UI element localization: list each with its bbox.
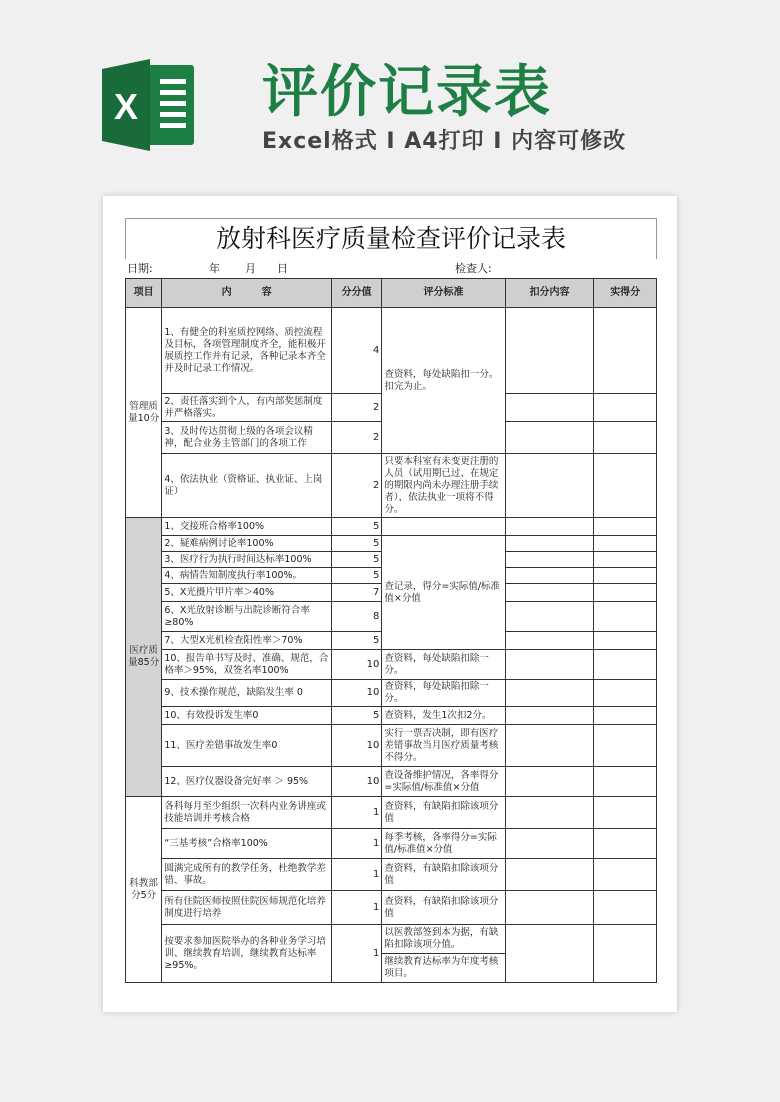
- row-content: 1、交接班合格率100%: [162, 518, 332, 536]
- table-row: [126, 308, 657, 394]
- row-content: 所有住院医师按照住院医师规范化培养制度进行培养: [162, 891, 332, 925]
- row-content: 3、医疗行为执行时间达标率100%: [162, 552, 332, 568]
- header-actual: 实得分: [594, 279, 657, 308]
- section-education: 科教部分5分: [126, 797, 162, 983]
- deduction-cell: [505, 602, 594, 632]
- deduction-cell: [505, 308, 594, 394]
- actual-cell: [594, 859, 657, 891]
- row-content: 10、报告单书写及时、准确、规范，合格率＞95%，双签名率100%: [162, 650, 332, 680]
- row-content: 按要求参加医院举办的各种业务学习培训、继续教育培训，继续教育达标率≥95%。: [162, 925, 332, 983]
- actual-cell: [594, 725, 657, 767]
- row-score: 10: [331, 650, 381, 680]
- excel-logo-icon: [100, 57, 198, 153]
- actual-cell: [594, 454, 657, 518]
- row-score: 2: [331, 422, 381, 454]
- row-score: 10: [331, 767, 381, 797]
- table-row: [126, 707, 657, 725]
- criteria-cell: 查资料，每处缺陷扣除一分。: [382, 650, 505, 680]
- deduction-cell: [505, 394, 594, 422]
- deduction-cell: [505, 707, 594, 725]
- actual-cell: [594, 891, 657, 925]
- section-medical: 医疗质量85分: [126, 518, 162, 797]
- table-row: [126, 767, 657, 797]
- row-score: 2: [331, 454, 381, 518]
- deduction-cell: [505, 518, 594, 536]
- criteria-cell: 查设备维护情况，各率得分=实际值/标准值×分值: [382, 767, 505, 797]
- actual-cell: [594, 308, 657, 394]
- row-score: 2: [331, 394, 381, 422]
- date-row: [125, 258, 655, 276]
- deduction-cell: [505, 536, 594, 552]
- deduction-cell: [505, 925, 594, 983]
- header-deduction: 扣分内容: [505, 279, 594, 308]
- deduction-cell: [505, 454, 594, 518]
- actual-cell: [594, 925, 657, 983]
- header-points: 分分值: [331, 279, 381, 308]
- table-row: [126, 518, 657, 536]
- actual-cell: [594, 584, 657, 602]
- row-score: 4: [331, 308, 381, 394]
- deduction-cell: [505, 725, 594, 767]
- row-score: 5: [331, 632, 381, 650]
- criteria-part: 继续教育达标率为年度考核项目。: [384, 956, 499, 979]
- row-score: 5: [331, 536, 381, 552]
- criteria-cell: 查资料，每处缺陷扣除一分。: [382, 680, 505, 707]
- row-score: 1: [331, 797, 381, 829]
- row-content: 9、技术操作规范，缺陷发生率 0: [162, 680, 332, 707]
- deduction-cell: [505, 767, 594, 797]
- criteria-cell: 查资料，有缺陷扣除该项分值: [382, 797, 505, 829]
- logo-letter: X: [113, 86, 139, 127]
- table-row: [126, 536, 657, 552]
- row-content: 各科每月至少组织一次科内业务讲座或技能培训并考核合格: [162, 797, 332, 829]
- actual-cell: [594, 632, 657, 650]
- criteria-part: 以医教部签到本为据，有缺陷扣除该项分值。: [382, 925, 504, 954]
- row-score: 1: [331, 925, 381, 983]
- day-label: 日: [277, 262, 288, 275]
- row-score: 1: [331, 859, 381, 891]
- criteria-cell: [382, 925, 505, 983]
- row-content: 5、X光摄片甲片率＞40%: [162, 584, 332, 602]
- criteria-cell: 只要本科室有未变更注册的人员（试用期已过、在规定的期限内尚未办理注册手续者），依法执业一项将不得分。: [382, 454, 505, 518]
- actual-cell: [594, 829, 657, 859]
- criteria-cell: 查资料，发生1次扣2分。: [382, 707, 505, 725]
- row-score: 10: [331, 725, 381, 767]
- criteria-cell: 查资料，有缺陷扣除该项分值: [382, 859, 505, 891]
- deduction-cell: [505, 650, 594, 680]
- deduction-cell: [505, 552, 594, 568]
- criteria-cell: 每季考核，各率得分=实际值/标准值×分值: [382, 829, 505, 859]
- row-content: 1、有健全的科室质控网络、质控流程及目标，各项管理制度齐全，能积极开展质控工作并有记录，各种记录本齐全并及时记录工作情况。: [162, 308, 332, 394]
- table-row: [126, 725, 657, 767]
- actual-cell: [594, 707, 657, 725]
- row-score: 1: [331, 829, 381, 859]
- row-score: 1: [331, 891, 381, 925]
- table-header-row: [126, 279, 657, 308]
- deduction-cell: [505, 891, 594, 925]
- actual-cell: [594, 552, 657, 568]
- row-score: 5: [331, 552, 381, 568]
- deduction-cell: [505, 422, 594, 454]
- row-content: 2、疑难病例讨论率100%: [162, 536, 332, 552]
- actual-cell: [594, 797, 657, 829]
- row-content: 圆满完成所有的教学任务，杜绝教学差错、事故。: [162, 859, 332, 891]
- deduction-cell: [505, 568, 594, 584]
- evaluation-table: [125, 278, 657, 983]
- actual-cell: [594, 568, 657, 584]
- deduction-cell: [505, 584, 594, 602]
- criteria-cell: 实行一票否决制，即有医疗差错事故当月医疗质量考核不得分。: [382, 725, 505, 767]
- table-row: [126, 680, 657, 707]
- row-content: 12、医疗仪器设备完好率 ＞ 95%: [162, 767, 332, 797]
- row-score: 5: [331, 568, 381, 584]
- table-row: [126, 454, 657, 518]
- section-management: 管理质量10分: [126, 308, 162, 518]
- criteria-cell: [382, 518, 505, 536]
- document-sheet: [103, 196, 677, 1012]
- row-content: “三基考核”合格率100%: [162, 829, 332, 859]
- row-content: 7、大型X光机检查阳性率＞70%: [162, 632, 332, 650]
- criteria-cell: 查资料，有缺陷扣除该项分值: [382, 891, 505, 925]
- row-score: 5: [331, 707, 381, 725]
- year-label: 年: [209, 262, 220, 275]
- row-content: 10、有效投诉发生率0: [162, 707, 332, 725]
- table-row: [126, 650, 657, 680]
- actual-cell: [594, 767, 657, 797]
- criteria-cell: 查资料，每处缺陷扣一分。扣完为止。: [382, 308, 505, 454]
- actual-cell: [594, 518, 657, 536]
- actual-cell: [594, 602, 657, 632]
- date-label: 日期:: [127, 262, 153, 275]
- row-content: 6、X光放射诊断与出院诊断符合率≥80%: [162, 602, 332, 632]
- deduction-cell: [505, 797, 594, 829]
- banner-subtitle: Excel格式 I A4打印 I 内容可修改: [262, 129, 627, 154]
- table-row: [126, 829, 657, 859]
- actual-cell: [594, 680, 657, 707]
- table-row: [126, 859, 657, 891]
- actual-cell: [594, 650, 657, 680]
- table-row: [126, 891, 657, 925]
- row-content: 4、依法执业（资格证、执业证、上岗证）: [162, 454, 332, 518]
- row-score: 5: [331, 518, 381, 536]
- document-title: 放射科医疗质量检查评价记录表: [125, 218, 657, 259]
- deduction-cell: [505, 632, 594, 650]
- month-label: 月: [245, 262, 256, 275]
- table-row: [126, 797, 657, 829]
- row-content: 2、责任落实到个人，有内部奖惩制度并严格落实。: [162, 394, 332, 422]
- actual-cell: [594, 536, 657, 552]
- actual-cell: [594, 394, 657, 422]
- row-content: 3、及时传达贯彻上级的各项会议精神，配合业务主管部门的各项工作: [162, 422, 332, 454]
- header-content: 内 容: [162, 279, 332, 308]
- row-score: 7: [331, 584, 381, 602]
- row-score: 8: [331, 602, 381, 632]
- row-score: 10: [331, 680, 381, 707]
- row-content: 4、病情告知制度执行率100%。: [162, 568, 332, 584]
- table-row: [126, 925, 657, 983]
- deduction-cell: [505, 829, 594, 859]
- banner-title: 评价记录表: [262, 60, 552, 125]
- deduction-cell: [505, 680, 594, 707]
- inspector-label: 检查人:: [455, 262, 492, 275]
- criteria-cell: 查记录，得分=实际值/标准值×分值: [382, 536, 505, 650]
- actual-cell: [594, 422, 657, 454]
- deduction-cell: [505, 859, 594, 891]
- header-project: 项目: [126, 279, 162, 308]
- row-content: 11、医疗差错事故发生率0: [162, 725, 332, 767]
- header-criteria: 评分标准: [382, 279, 505, 308]
